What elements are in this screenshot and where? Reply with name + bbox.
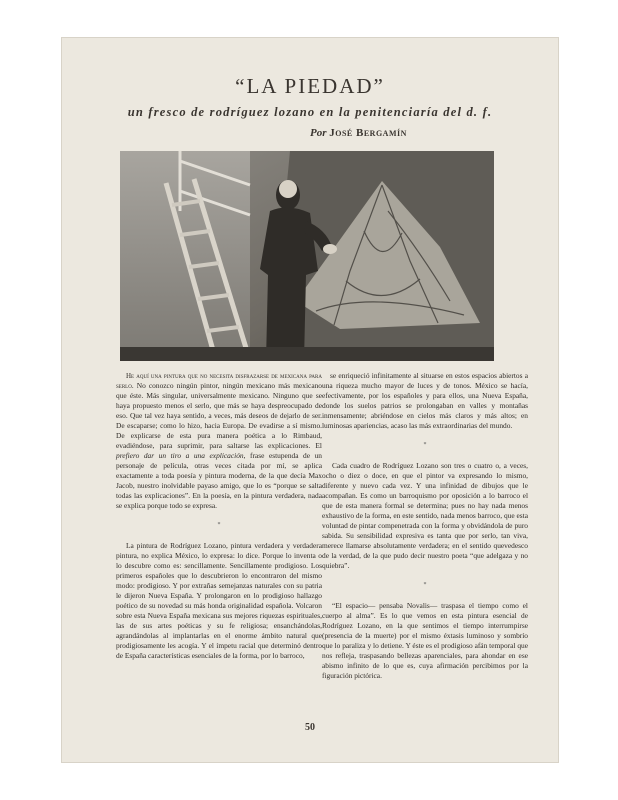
page-number: 50: [305, 722, 315, 733]
right-text-column: [322, 371, 528, 681]
paragraph: La pintura de Rodríguez Lozano, pintura verdadera y verdadera pintura, no explica México, lo expresa: lo dice. Porque lo inventa o lo descubre como es: sencillamente. Sencillamente prodigioso. Los primeros españoles que lo descubrieron lo encontraron del mismo modo: prodigioso. Y por extrañas semejanzas naturales con su patria le dijeron Nueva España. Y prolongaron en lo prodigioso hallazgo poético de su novedad su más honda originalidad española. Volcaron sobre esta Nueva España mexicana sus mejores riquezas espirituales, las de sus artes poéticas y su fe religiosa; ensanchándolas, agrandándolas al implantarlas en el enorme ámbito natural que prodigiosamente les acogía. Y el ímpetu racial que determinó dentro de España características esenciales de la forma, por lo barroco,: [116, 541, 322, 660]
article-subtitle: un fresco de rodríguez lozano en la penitenciaría del d. f.: [127, 105, 493, 119]
section-divider: *: [423, 582, 427, 588]
byline-prefix: Por: [310, 127, 330, 139]
lead-in: He aquí una pintura que no necesita disfrazarse de mexicana para serlo.: [116, 372, 322, 390]
paragraph: [116, 371, 322, 511]
mural-photograph: [120, 151, 494, 361]
section-divider: *: [423, 442, 427, 448]
paragraph: “El espacio— pensaba Novalis— traspasa el tiempo como el cuerpo al alma”. Es lo que vemos en esta pintura esencial de Rodríguez Lozano, en la que sentimos el tiempo interrumpirse (presencia de la muerte) por el mismo éxtasis luminoso y sombrío que lo paraliza y lo detiene. Y éste es el prodigioso afán temporal que nos refleja, traspasando bellezas aparenciales, para ahondar en ese abismo infinito de lo que es, cuya afirmación percibimos por la figuración pictórica.: [322, 601, 528, 680]
section-divider: *: [217, 522, 221, 528]
author-name: José Bergamín: [329, 127, 407, 139]
byline: [310, 127, 490, 139]
article-title: “LA PIEDAD”: [235, 74, 385, 98]
paragraph: Cada cuadro de Rodríguez Lozano son tres o cuatro o, a veces, ocho o diez o doce, en que el pintor va expresando lo mismo, diferente y nuevo cada vez. Y una infinidad de dibujos que le acompañan. Es como un barroquismo por oposición a lo barroco el que de esta manera formal se determina; pues no hay nada menos exhaustivo de la forma, en este sentido, nada menos barroco, que esta voluntad de pintar compenetrada con la forma y obvidándola de puro sabida. Su sensibilidad expresiva es tanta que por serlo, tan viva, merece llamarse absolutamente verdadera; en el sentido quevedesco de la verdad, de la que pudo decir nuestro poeta “que adelgaza y no quiebra”.: [322, 461, 528, 570]
paragraph-text: , frase estupenda de un personaje de película, otras veces citada por mí, se aplica exactamente a toda poesía y pintura moderna, de la que decía Max Jacob, nuestro inolvidable payaso amigo, que lo es “porque se salta todas las explicaciones”. En la poesía, en la pintura verdadera, nada se explica porque todo se expresa.: [116, 451, 322, 510]
magazine-page: [62, 38, 558, 762]
paragraph: se enriqueció infinitamente al situarse en estos espacios abiertos a una riqueza mucho mayor de luces y de tonos. México se hacía, efectivamente, por los españoles y para ellos, una Nueva España, donde los suelos patrios se prolongaban en valles y montañas inmensamente; abriéndose en cielos más claros y más altos; en luminosas apariencias, acaso las más extraordinarias del mundo.: [322, 371, 528, 430]
italic-quote: prefiero dar un tiro a una explicación: [116, 451, 244, 460]
paragraph-text: No conozco ningún pintor, ningún mexicano más mexicano que éste. Más singular, universalmente mexicano. Ninguno que se haya propuesto menos el serlo, que más se haya despreocupado de eso. Que tal vez haya sentido, a veces, más deseos de dejarlo de ser. De escaparse; como lo hizo, hacia Europa. De evadirse a sí mismo. De explicarse de esta pura manera poética a lo Rimbaud, evadiéndose, para suprimir, para saltarse las explicaciones. El: [116, 381, 322, 450]
left-text-column: [116, 371, 322, 661]
